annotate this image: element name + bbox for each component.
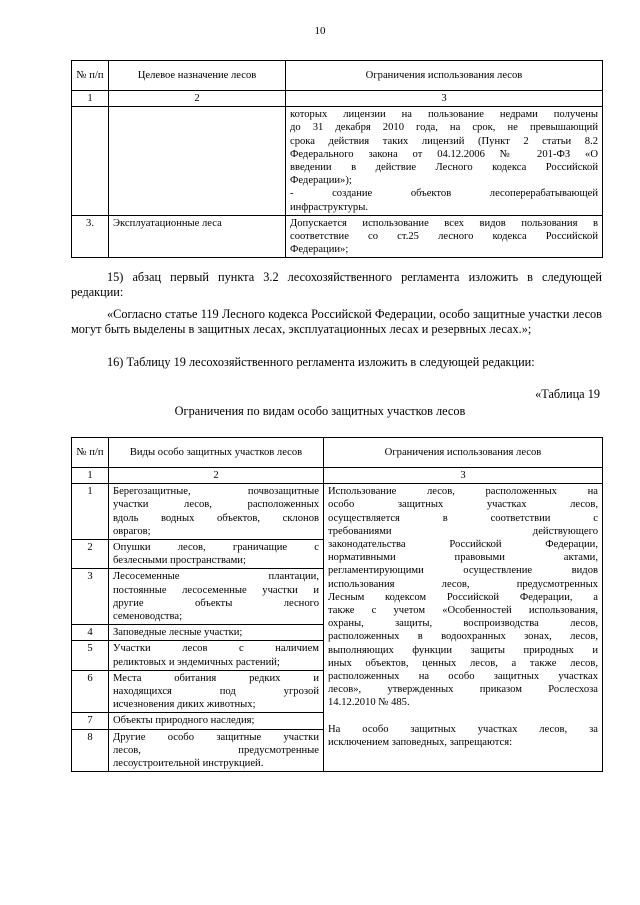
row-number: 1 [72, 484, 109, 540]
restriction-line: инфраструктуры. [290, 201, 368, 213]
row-number: 7 [72, 713, 109, 729]
restriction-line: введении в действие Лесного кодекса Российской [290, 162, 598, 174]
area-type-line: Заповедные лесные участки; [113, 627, 243, 639]
restriction-line: - создание объектов лесоперерабатывающей [290, 188, 598, 200]
restriction-line: исключением заповедных, запрещаются: [328, 736, 513, 748]
col-number-2: 2 [109, 91, 286, 107]
header-number: № п/п [72, 61, 109, 91]
col-number-1: 1 [72, 91, 109, 107]
header-restrictions: Ограничения использования лесов [324, 438, 603, 468]
area-type-line: реликтовых и эндемичных растений; [113, 656, 280, 668]
row-number: 8 [72, 729, 109, 772]
restriction-line: срока действия таких лицензий (Пункт 2 статьи 8.2 [290, 135, 598, 147]
area-type-line: Другие особо защитные участки [113, 731, 319, 743]
restriction-line: выполняющих функции защиты природных и [328, 644, 598, 656]
forest-purpose-table [71, 60, 603, 258]
row-area-type [109, 540, 324, 569]
area-type-line: Участки лесов с наличием [113, 643, 319, 655]
restrictions-cell [324, 484, 603, 772]
area-type-line: лесов, предусмотренные [113, 744, 319, 756]
row-area-type [109, 713, 324, 729]
row-number: 6 [72, 670, 109, 713]
table-row [72, 215, 603, 258]
row-area-type [109, 484, 324, 540]
area-type-line: оврагов; [113, 525, 151, 537]
area-type-line: находящихся под угрозой [113, 686, 319, 698]
col-number-2: 2 [109, 468, 324, 484]
restriction-line: На особо защитных участках лесов, за [328, 723, 598, 735]
restriction-line: Допускается использование всех видов пользования в [290, 217, 598, 229]
restriction-line: регламентирующими осуществление видов [328, 565, 598, 577]
row-number: 3 [72, 569, 109, 625]
paragraph-16: 16) Таблицу 19 лесохозяйственного регламента изложить в следующей редакции: [107, 355, 535, 369]
restriction-line: лесов», утвержденных приказом Рослесхоза [328, 684, 598, 696]
area-type-line: вдоль водных объектов, склонов [113, 512, 319, 524]
area-type-line: участки лесов, расположенных [113, 499, 319, 511]
restriction-line: Федерации»; [290, 244, 349, 256]
restriction-line: особо защитных участках лесов, [328, 499, 598, 511]
paragraph-gap [328, 710, 598, 723]
restriction-line: расположенных на особо защитных участках [328, 671, 598, 683]
row-area-type [109, 641, 324, 670]
header-number: № п/п [72, 438, 109, 468]
restriction-line: нормативными правовыми актами, [328, 552, 598, 564]
col-number-3: 3 [286, 91, 603, 107]
row-number: 4 [72, 625, 109, 641]
table-row [72, 107, 603, 216]
area-type-line: Объекты природного наследия; [113, 715, 255, 727]
restriction-line: 14.12.2010 № 485. [328, 697, 410, 709]
area-type-line: Опушки лесов, граничащие с [113, 542, 319, 554]
row-area-type [109, 625, 324, 641]
restriction-line: охраны, защиты, воспроизводства лесов, [328, 618, 598, 630]
row-purpose: Эксплуатационные леса [109, 215, 286, 258]
page-number: 10 [314, 25, 326, 37]
area-type-line: Места обитания редких и [113, 672, 319, 684]
row-area-type [109, 729, 324, 772]
table-title: Ограничения по видам особо защитных участков лесов [174, 404, 466, 418]
restriction-line: иных объектов, ценных лесов, а также лесов, [328, 657, 598, 669]
row-number [72, 107, 109, 216]
row-area-type [109, 569, 324, 625]
restriction-line: Лесным кодексом Российской Федерации, а [328, 591, 598, 603]
restriction-line: соответствие со ст.25 лесного кодекса Российской [290, 231, 598, 243]
table-row [72, 484, 603, 540]
area-type-line: семеноводства; [113, 611, 183, 623]
row-restriction [286, 215, 603, 258]
restriction-line: также с учетом «Особенностей использования, [328, 605, 598, 617]
paragraph-quote: «Согласно статье 119 Лесного кодекса Российской Федерации, особо защитные участки лесов могут быть выделены в защитных лесах, эксплуатационных лесах и резервных лесах.»; [71, 307, 602, 336]
header-area-types: Виды особо защитных участков лесов [109, 438, 324, 468]
protected-areas-table [71, 437, 603, 772]
col-number-3: 3 [324, 468, 603, 484]
area-type-line: исчезновения диких животных; [113, 699, 256, 711]
header-forest-purpose: Целевое назначение лесов [109, 61, 286, 91]
restriction-line: осуществляется в соответствии с [328, 512, 598, 524]
restriction-line: законодательства Российской Федерации, [328, 539, 598, 551]
area-type-line: безлесными пространствами; [113, 555, 246, 567]
restriction-line: до 31 декабря 2010 года, на срок, не превышающий [290, 122, 598, 134]
restriction-line: расположенных в водоохранных зонах, лесов, [328, 631, 598, 643]
restriction-line: использования лесов, предусмотренных [328, 578, 598, 590]
paragraph-15: 15) абзац первый пункта 3.2 лесохозяйственного регламента изложить в следующей редакции: [71, 270, 602, 299]
row-number: 3. [72, 215, 109, 258]
restriction-line: Использование лесов, расположенных на [328, 486, 598, 498]
row-restriction [286, 107, 603, 216]
restriction-line: которых лицензии на пользование недрами получены [290, 109, 598, 121]
table-label: «Таблица 19 [535, 387, 600, 401]
area-type-line: другие объекты лесного [113, 597, 319, 609]
row-purpose [109, 107, 286, 216]
area-type-line: Лесосеменные плантации, [113, 571, 319, 583]
row-number: 5 [72, 641, 109, 670]
area-type-line: постоянные лесосеменные участки и [113, 584, 319, 596]
restriction-line: требованиями действующего [328, 525, 598, 537]
col-number-1: 1 [72, 468, 109, 484]
row-area-type [109, 670, 324, 713]
restriction-line: Федерального закона от 04.12.2006 № 201-ФЗ «О [290, 148, 598, 160]
header-restrictions: Ограничения использования лесов [286, 61, 603, 91]
area-type-line: лесоустроительной инструкцией. [113, 758, 264, 770]
restriction-line: Федерации»); [290, 175, 352, 187]
area-type-line: Берегозащитные, почвозащитные [113, 486, 319, 498]
row-number: 2 [72, 540, 109, 569]
